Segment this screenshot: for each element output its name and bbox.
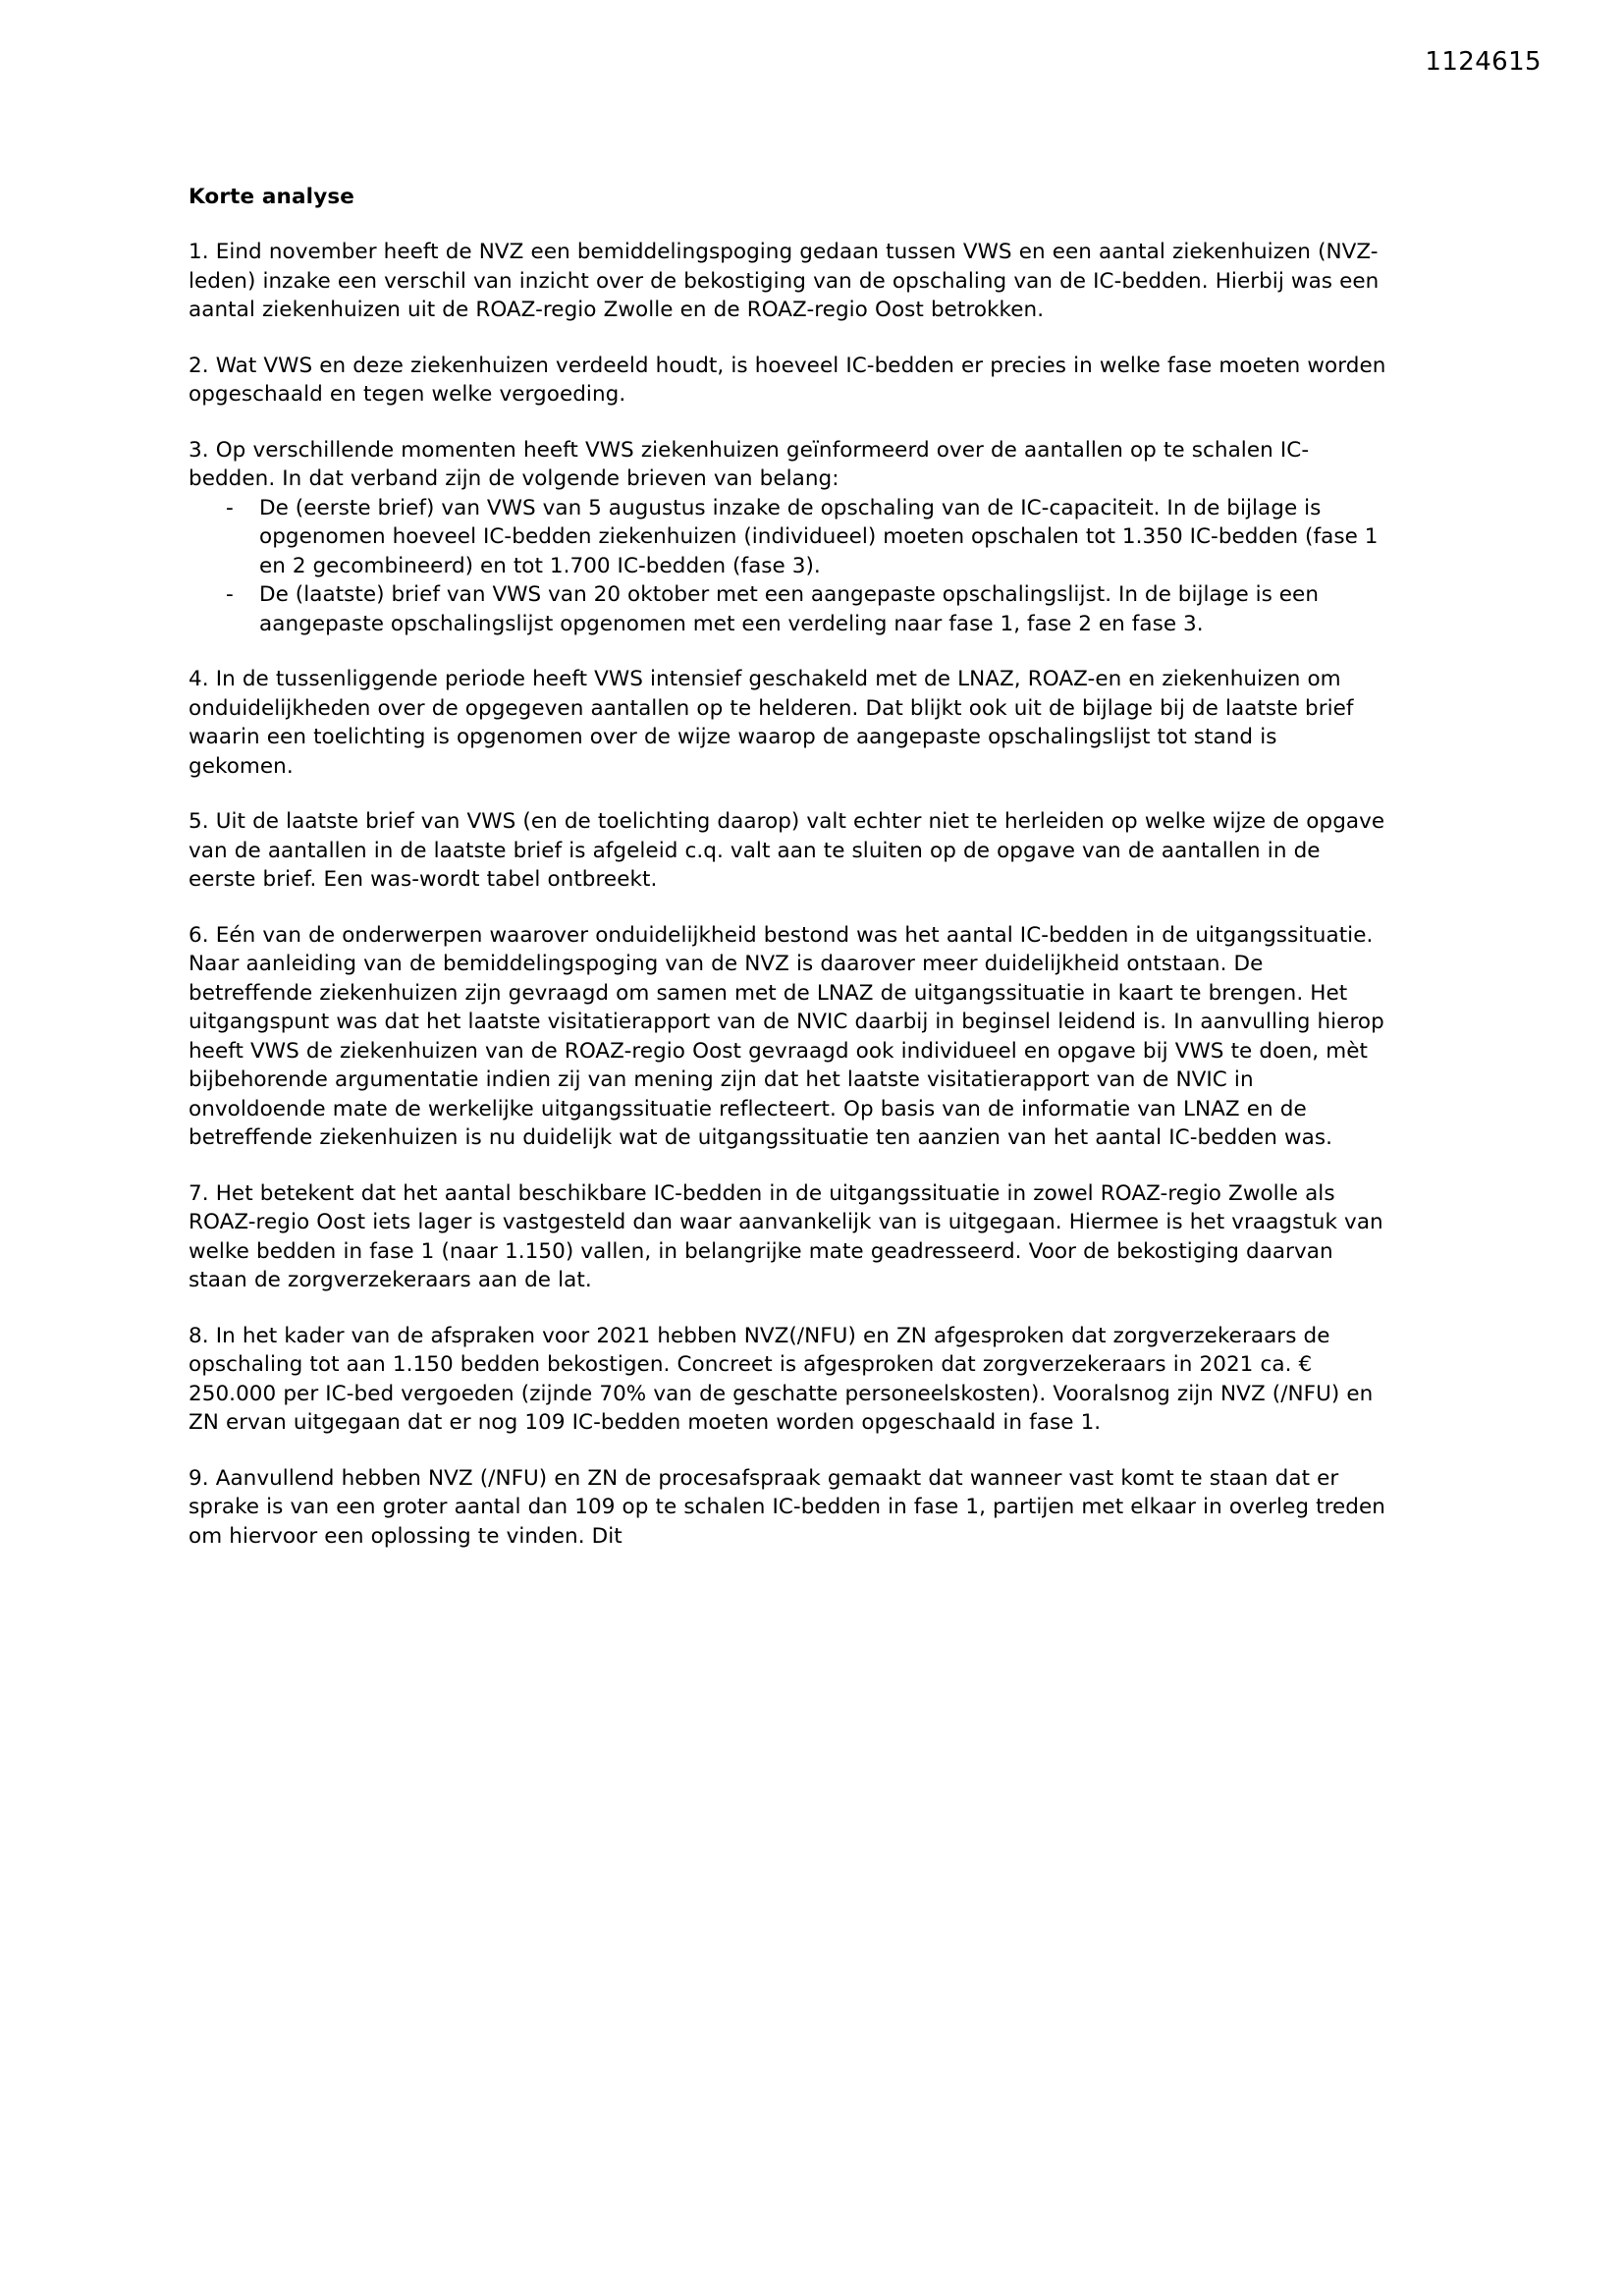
document-body <box>189 183 1388 1577</box>
bullet-dash-icon: - <box>226 495 234 520</box>
paragraph-1: 1. Eind november heeft de NVZ een bemiddelingspoging gedaan tussen VWS en een aantal ziekenhuizen (NVZ-leden) inzake een verschil van inzicht over de bekostiging van de opschaling van de IC-bedden. Hierbij was een aantal ziekenhuizen uit de ROAZ-regio Zwolle en de ROAZ-regio Oost betrokken. <box>189 240 1380 323</box>
letters-bullet-list <box>189 494 1388 639</box>
paragraph-7: 7. Het betekent dat het aantal beschikbare IC-bedden in de uitgangssituatie in zowel ROAZ-regio Zwolle als ROAZ-regio Oost iets lager is vastgesteld dan waar aanvankelijk van is uitgegaan. Hiermee is het vraagstuk van welke bedden in fase 1 (naar 1.150) vallen, in belangrijke mate geadresseerd. Voor de bekostiging daarvan staan de zorgverzekeraars aan de lat. <box>189 1180 1383 1293</box>
paragraph-3: 3. Op verschillende momenten heeft VWS ziekenhuizen geïnformeerd over de aantallen op te schalen IC-bedden. In dat verband zijn de volgende brieven van belang: <box>189 437 1310 492</box>
paragraph-2: 2. Wat VWS en deze ziekenhuizen verdeeld houdt, is hoeveel IC-bedden er precies in welke fase moeten worden opgeschaald en tegen welke vergoeding. <box>189 353 1386 408</box>
paragraph-6: 6. Eén van de onderwerpen waarover onduidelijkheid bestond was het aantal IC-bedden in de uitgangssituatie. Naar aanleiding van de bemiddelingspoging van de NVZ is daarover meer duidelijkheid ontstaan. De betreffende ziekenhuizen zijn gevraagd om samen met de LNAZ de uitgangssituatie in kaart te brengen. Het uitgangspunt was dat het laatste visitatierapport van de NVIC daarbij in beginsel leidend is. In aanvulling hierop heeft VWS de ziekenhuizen van de ROAZ-regio Oost gevraagd ook individueel en opgave bij VWS te doen, mèt bijbehorende argumentatie indien zij van mening zijn dat het laatste visitatierapport van de NVIC in onvoldoende mate de werkelijke uitgangssituatie reflecteert. Op basis van de informatie van LNAZ en de betreffende ziekenhuizen is nu duidelijk wat de uitgangssituatie ten aanzien van het aantal IC-bedden was. <box>189 922 1384 1151</box>
paragraph-9: 9. Aanvullend hebben NVZ (/NFU) en ZN de procesafspraak gemaakt dat wanneer vast komt te staan dat er sprake is van een groter aantal dan 109 op te schalen IC-bedden in fase 1, partijen met elkaar in overleg treden om hiervoor een oplossing te vinden. Dit <box>189 1465 1385 1549</box>
list-item <box>189 580 1388 638</box>
list-item-label: De (eerste brief) van VWS van 5 augustus inzake de opschaling van de IC-capaciteit. In de bijlage is opgenomen hoeveel IC-bedden ziekenhuizen (individueel) moeten opschalen tot 1.350 IC-bedden (fase 1 en 2 gecombineerd) en tot 1.700 IC-bedden (fase 3). <box>259 495 1379 578</box>
document-id-number: 1124615 <box>1425 47 1542 77</box>
page-title: Korte analyse <box>189 185 355 209</box>
bullet-dash-icon: - <box>226 582 234 608</box>
paragraph-5: 5. Uit de laatste brief van VWS (en de toelichting daarop) valt echter niet te herleiden op welke wijze de opgave van de aantallen in de laatste brief is afgeleid c.q. valt aan te sluiten op de opgave van de aantallen in de eerste brief. Een was-wordt tabel ontbreekt. <box>189 809 1385 893</box>
list-item-label: De (laatste) brief van VWS van 20 oktober met een aangepaste opschalingslijst. In de bijlage is een aangepaste opschalingslijst opgenomen met een verdeling naar fase 1, fase 2 en fase 3. <box>259 582 1320 636</box>
paragraph-4: 4. In de tussenliggende periode heeft VWS intensief geschakeld met de LNAZ, ROAZ-en en ziekenhuizen om onduidelijkheden over de opgegeven aantallen op te helderen. Dat blijkt ook uit de bijlage bij de laatste brief waarin een toelichting is opgenomen over de wijze waarop de aangepaste opschalingslijst tot stand is gekomen. <box>189 667 1354 779</box>
paragraph-8: 8. In het kader van de afspraken voor 2021 hebben NVZ(/NFU) en ZN afgesproken dat zorgverzekeraars de opschaling tot aan 1.150 bedden bekostigen. Concreet is afgesproken dat zorgverzekeraars in 2021 ca. € 250.000 per IC-bed vergoeden (zijnde 70% van de geschatte personeelskosten). Vooralsnog zijn NVZ (/NFU) en ZN ervan uitgegaan dat er nog 109 IC-bedden moeten worden opgeschaald in fase 1. <box>189 1323 1374 1436</box>
list-item <box>189 494 1388 581</box>
